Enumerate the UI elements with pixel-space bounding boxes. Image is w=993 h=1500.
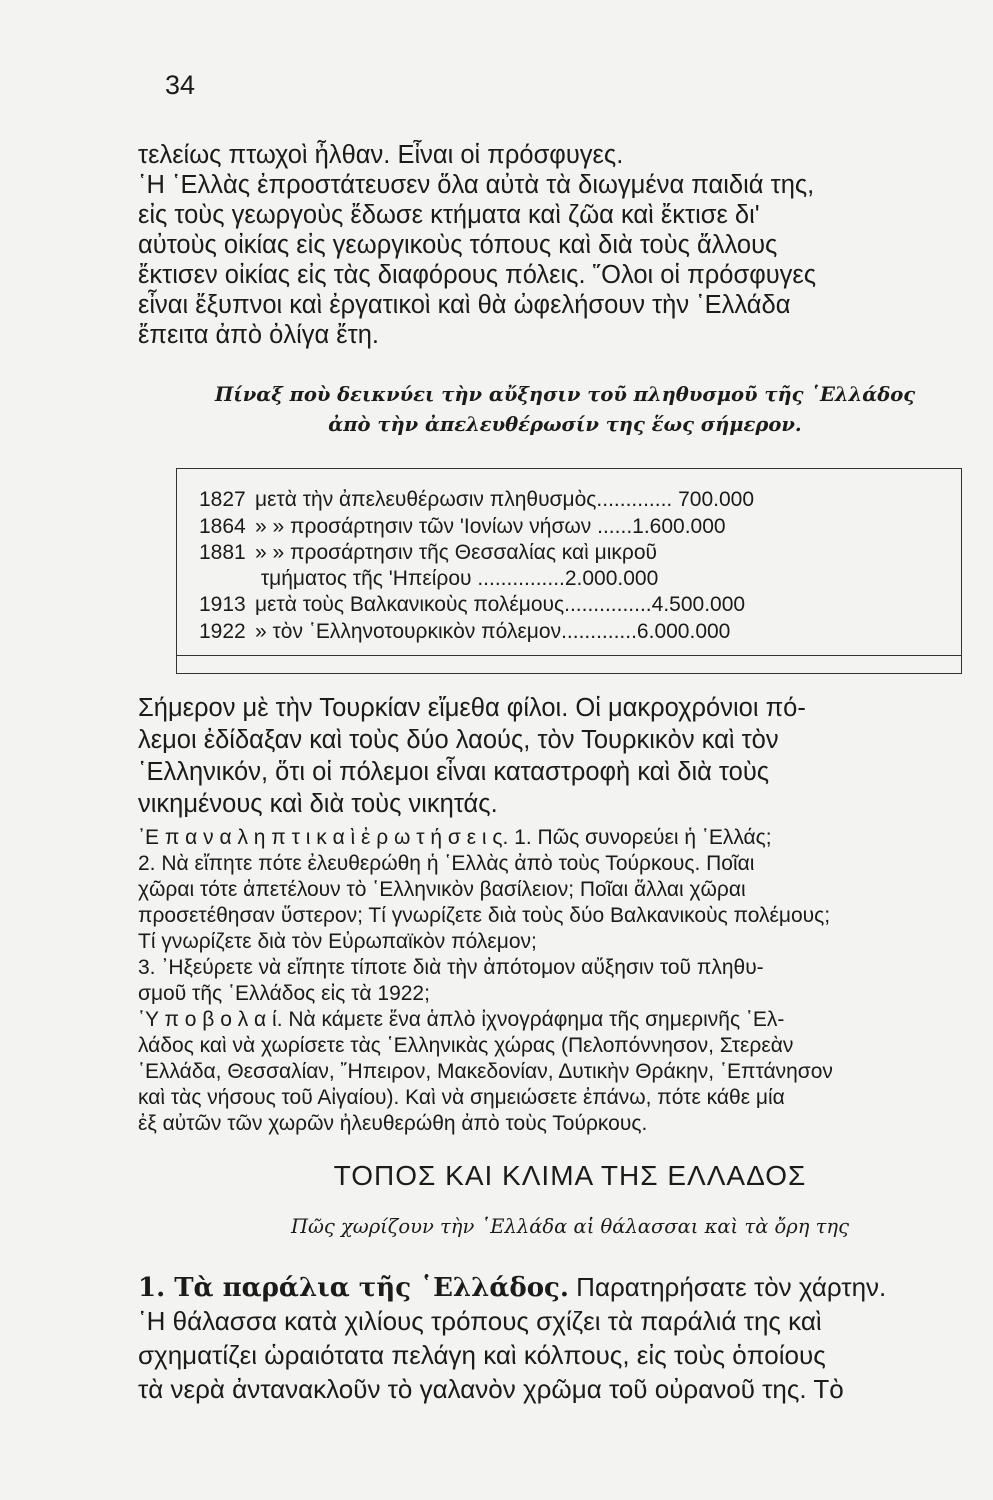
table-row [199, 540, 657, 566]
page-number: 34 [165, 70, 196, 100]
text-line: ῾Ελληνικόν, ὅτι οἱ πόλεμοι εἶναι καταστροφὴ καὶ διὰ τοὺς [138, 758, 770, 786]
question-line: προσετέθησαν ὕστερον; Τί γνωρίζετε διὰ τοὺς δύο Βαλκανικοὺς πολέμους; [138, 904, 831, 927]
question-line: ῾Ελλάδα, Θεσσαλίαν, ῎Ηπειρον, Μακεδονίαν, Δυτικὴν Θράκην, ῾Επτάνησον [138, 1060, 833, 1083]
table-divider [177, 655, 961, 656]
text-line: τὰ νερὰ ἀντανακλοῦν τὸ γαλανὸν χρῶμα τοῦ οὐρανοῦ της. Τὸ [138, 1374, 844, 1404]
text-line: λεμοι ἐδίδαξαν καὶ τοὺς δύο λαούς, τὸν Τουρκικὸν καὶ τὸν [138, 726, 779, 754]
population-table [176, 468, 962, 674]
question-line: ᾿Ε π α ν α λ η π τ ι κ α ὶ ἐ ρ ω τ ή σ ε ι ς. 1. Πῶς συνορεύει ἡ ῾Ελλάς; [138, 826, 772, 849]
question-line: Τί γνωρίζετε διὰ τὸν Εὐρωπαϊκὸν πόλεμον; [138, 930, 537, 953]
text-line: αὐτοὺς οἰκίας εἰς γεωργικοὺς τόπους καὶ διὰ τοὺς ἄλλους [138, 231, 778, 259]
table-text: » » προσάρτησιν τῶν 'Ιονίων νήσων ......1.600.000 [255, 515, 726, 538]
table-year: 1881 [199, 541, 246, 564]
text-span: Παρατηρήσατε τὸν χάρτην. [568, 1272, 887, 1302]
table-year: 1827 [199, 488, 246, 511]
table-text: μετὰ τοὺς Βαλκανικοὺς πολέμους...............4.500.000 [255, 593, 746, 616]
table-row [199, 487, 754, 513]
table-row [199, 619, 730, 645]
table-year: 1913 [199, 593, 246, 616]
table-text: μετὰ τὴν ἀπελευθέρωσιν πληθυσμὸς............. 700.000 [255, 488, 755, 511]
table-row [199, 566, 658, 592]
question-line: καὶ τὰς νήσους τοῦ Αἰγαίου). Καὶ νὰ σημειώσετε ἐπάνω, πότε κάθε μία [138, 1086, 785, 1109]
final-paragraph [138, 1272, 993, 1408]
table-text: » τὸν ῾Ελληνοτουρκικὸν πόλεμον.............6.000.000 [255, 620, 731, 643]
table-row [199, 514, 726, 540]
caption-line: Πίναξ ποὺ δεικνύει τὴν αὔξησιν τοῦ πληθυσμοῦ τῆς ῾Ελλάδος [214, 383, 916, 406]
table-caption [140, 380, 990, 440]
table-row [199, 592, 745, 618]
after-table-paragraph [138, 693, 993, 821]
question-line: χῶραι τότε ἀπετέλουν τὸ ῾Ελληνικὸν βασίλειον; Ποῖαι ἄλλαι χῶραι [138, 878, 746, 901]
question-line: 3. ᾿Ηξεύρετε νὰ εἴπητε τίποτε διὰ τὴν ἀπότομον αὔξησιν τοῦ πληθυ- [138, 956, 764, 979]
question-line: λάδος καὶ νὰ χωρίσετε τὰς ῾Ελληνικὰς χώρας (Πελοπόννησον, Στερεὰν [138, 1034, 794, 1057]
section-number-title: 1. Τὰ παράλια τῆς ῾Ελλάδος. [138, 1273, 569, 1303]
intro-paragraph [138, 140, 993, 350]
section-subheading: Πῶς χωρίζουν τὴν ῾Ελλάδα αἱ θάλασσαι καὶ τὰ ὄρη της [290, 1215, 850, 1238]
text-line [138, 1272, 993, 1306]
text-line: ῾Η ῾Ελλὰς ἐπροστάτευσεν ὅλα αὐτὰ τὰ διωγμένα παιδιά της, [138, 171, 815, 199]
table-text: τμήματος τῆς 'Ηπείρου ...............2.000.000 [255, 567, 659, 590]
text-line: τελείως πτωχοὶ ἦλθαν. Εἶναι οἱ πρόσφυγες. [138, 141, 624, 169]
text-line: νικημένους καὶ διὰ τοὺς νικητάς. [138, 790, 498, 818]
text-line: Σήμερον μὲ τὴν Τουρκίαν εἴμεθα φίλοι. Οἱ μακροχρόνιοι πό- [138, 694, 806, 722]
question-line: ῾Υ π ο β ο λ α ί. Νὰ κάμετε ἕνα ἁπλὸ ἰχνογράφημα τῆς σημερινῆς ῾Ελ- [138, 1008, 785, 1031]
text-line: ῾Η θάλασσα κατὰ χιλίους τρόπους σχίζει τὰ παράλιά της καὶ [138, 1306, 822, 1336]
table-year: 1864 [199, 515, 246, 538]
question-line: σμοῦ τῆς ῾Ελλάδος εἰς τὰ 1922; [138, 982, 430, 1005]
review-questions [138, 825, 993, 1137]
question-line: ἐξ αὐτῶν τῶν χωρῶν ἠλευθερώθη ἀπὸ τοὺς Τούρκους. [138, 1112, 648, 1135]
text-line: ἔκτισεν οἰκίας εἰς τὰς διαφόρους πόλεις. ῞Ολοι οἱ πρόσφυγες [138, 261, 817, 289]
text-line: σχηματίζει ὡραιότατα πελάγη καὶ κόλπους, εἰς τοὺς ὁποίους [138, 1340, 826, 1370]
table-text: » » προσάρτησιν τῆς Θεσσαλίας καὶ μικροῦ [255, 541, 658, 564]
text-line: ἔπειτα ἀπὸ ὀλίγα ἔτη. [138, 321, 380, 349]
caption-line: ἀπὸ τὴν ἀπελευθέρωσίν της ἕως σήμερον. [328, 413, 802, 436]
table-year: 1922 [199, 620, 246, 643]
text-line: εἰς τοὺς γεωργοὺς ἔδωσε κτήματα καὶ ζῶα καὶ ἔκτισε δι' [138, 201, 760, 229]
text-line: εἶναι ἔξυπνοι καὶ ἐργατικοὶ καὶ θὰ ὠφελήσουν τὴν ῾Ελλάδα [138, 291, 791, 319]
question-line: 2. Νὰ εἴπητε πότε ἐλευθερώθη ἡ ῾Ελλὰς ἀπὸ τοὺς Τούρκους. Ποῖαι [138, 852, 755, 875]
section-heading: ΤΟΠΟΣ ΚΑΙ ΚΛΙΜΑ ΤΗΣ ΕΛΛΑΔΟΣ [333, 1160, 807, 1191]
